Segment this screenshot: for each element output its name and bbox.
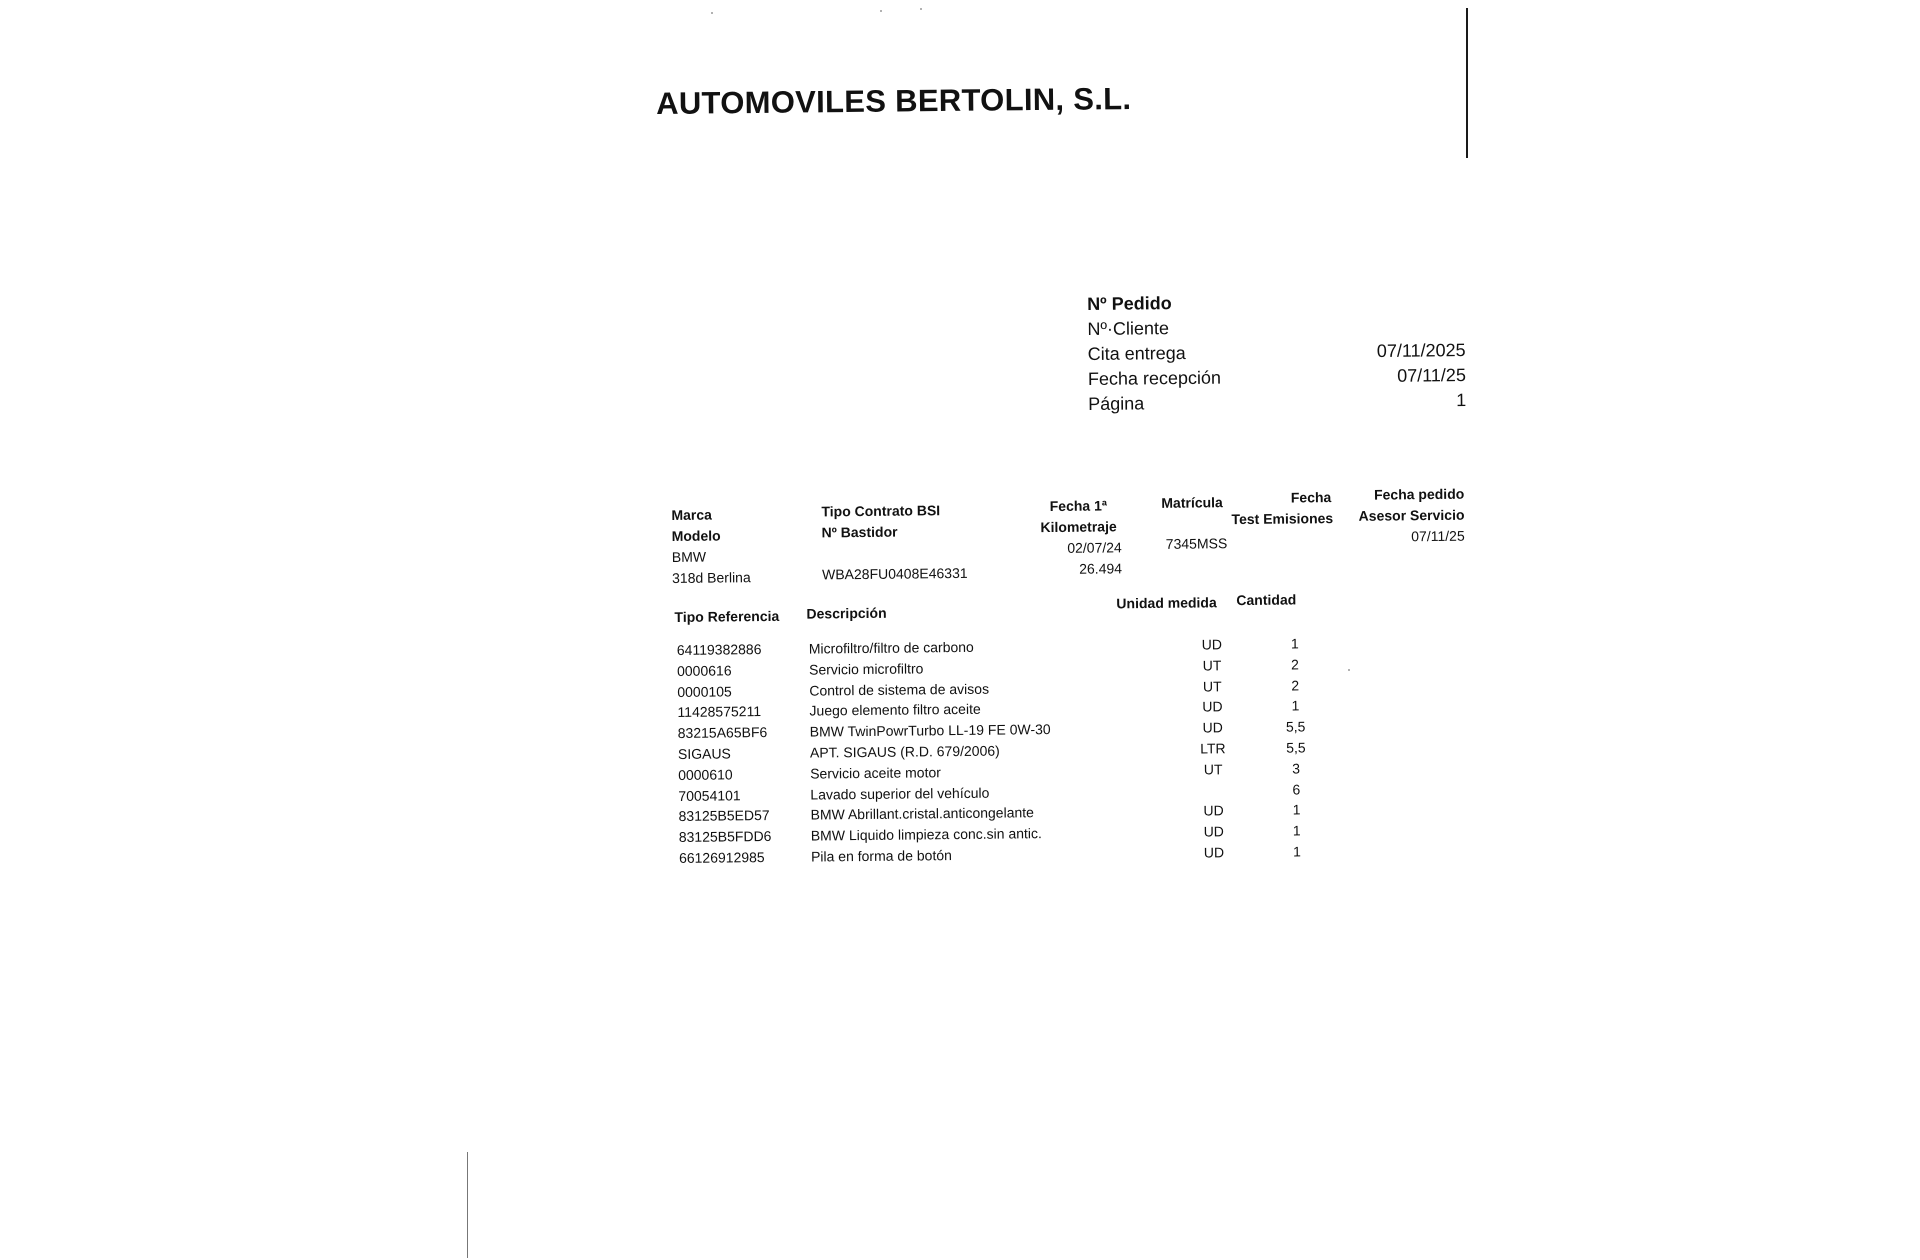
item-quantity: 6 — [1292, 781, 1301, 798]
item-description: Microfiltro/filtro de carbono — [808, 638, 974, 657]
item-unit — [1188, 780, 1238, 781]
first-registration-label: Fecha 1ª — [1049, 497, 1108, 515]
item-reference: 83215A65BF6 — [677, 724, 768, 742]
vin-value: WBA28FU0408E46331 — [821, 564, 968, 583]
items-list — [677, 633, 1329, 869]
item-description: Juego elemento filtro aceite — [809, 701, 981, 719]
appointment-label: Cita entrega — [1087, 342, 1186, 364]
quantity-column-header: Cantidad — [1236, 591, 1297, 609]
item-unit: LTR — [1200, 740, 1226, 757]
reception-date-value: 07/11/25 — [1397, 365, 1466, 386]
order-date-label: Fecha pedido — [1373, 485, 1465, 503]
unit-column-header: Unidad medida — [1116, 594, 1217, 612]
item-reference: 0000105 — [677, 682, 732, 700]
item-reference: 0000610 — [678, 766, 733, 783]
item-description: Lavado superior del vehículo — [810, 784, 990, 803]
client-number-label: Nº·Cliente — [1087, 318, 1170, 339]
item-unit: UD — [1202, 719, 1223, 736]
emissions-test-label: Test Emisiones — [1231, 510, 1334, 528]
appointment-value: 07/11/2025 — [1376, 340, 1466, 361]
item-description: Pila en forma de botón — [810, 847, 952, 865]
item-unit: UD — [1203, 823, 1224, 840]
item-reference: SIGAUS — [677, 745, 731, 762]
item-reference: 83125B5FDD6 — [678, 828, 772, 846]
item-reference: 83125B5ED57 — [678, 807, 770, 825]
item-quantity: 1 — [1292, 843, 1301, 860]
reference-column-header: Tipo Referencia — [674, 607, 780, 625]
item-unit: UD — [1203, 802, 1224, 819]
item-unit: UT — [1203, 761, 1223, 778]
item-description: BMW Liquido limpieza conc.sin antic. — [810, 825, 1042, 844]
mileage-value: 26.494 — [1079, 560, 1123, 577]
item-quantity: 1 — [1290, 635, 1299, 652]
item-reference: 64119382886 — [676, 641, 762, 658]
item-reference: 70054101 — [678, 786, 741, 804]
page-label: Página — [1088, 393, 1145, 414]
service-advisor-label: Asesor Servicio — [1358, 506, 1465, 524]
plate-label: Matrícula — [1161, 494, 1223, 511]
item-description: APT. SIGAUS (R.D. 679/2006) — [809, 742, 1000, 761]
emissions-date-label: Fecha — [1290, 489, 1332, 506]
item-unit: UT — [1202, 657, 1222, 674]
contract-type-label: Tipo Contrato BSI — [821, 502, 941, 520]
item-unit: UD — [1201, 636, 1223, 653]
company-name: AUTOMOVILES BERTOLIN, S.L. — [656, 81, 1132, 121]
item-unit: UT — [1202, 677, 1222, 695]
item-description: BMW Abrillant.cristal.anticongelante — [810, 804, 1034, 823]
mileage-label: Kilometraje — [1040, 518, 1117, 536]
first-registration-value: 02/07/24 — [1067, 539, 1122, 556]
item-reference: 0000616 — [676, 662, 732, 679]
order-date-value: 07/11/25 — [1411, 527, 1465, 545]
reception-date-label: Fecha recepción — [1087, 367, 1222, 389]
item-unit: UD — [1202, 698, 1223, 715]
item-description: Servicio microfiltro — [808, 660, 924, 678]
item-quantity: 5,5 — [1286, 739, 1306, 756]
order-number-label: Nº Pedido — [1087, 293, 1172, 314]
item-quantity: 3 — [1292, 760, 1301, 777]
item-reference: 11428575211 — [677, 703, 762, 721]
item-quantity: 1 — [1291, 697, 1300, 714]
item-quantity: 1 — [1292, 822, 1301, 839]
modelo-value: 318d Berlina — [672, 569, 751, 586]
modelo-label: Modelo — [671, 527, 721, 544]
item-quantity: 1 — [1292, 801, 1301, 818]
item-quantity: 2 — [1291, 656, 1300, 673]
item-reference: 66126912985 — [678, 849, 765, 866]
item-description: BMW TwinPowrTurbo LL-19 FE 0W-30 — [809, 721, 1051, 740]
item-quantity: 5,5 — [1285, 718, 1306, 735]
marca-value: BMW — [671, 548, 707, 565]
item-description: Control de sistema de avisos — [809, 680, 990, 699]
page-number: 1 — [1456, 390, 1467, 411]
vin-label: Nº Bastidor — [821, 523, 898, 541]
item-quantity: 2 — [1291, 677, 1300, 694]
item-unit: UD — [1203, 844, 1225, 861]
marca-label: Marca — [671, 506, 712, 523]
plate-value: 7345MSS — [1165, 535, 1228, 552]
item-description: Servicio aceite motor — [810, 763, 941, 782]
description-column-header: Descripción — [806, 604, 887, 622]
